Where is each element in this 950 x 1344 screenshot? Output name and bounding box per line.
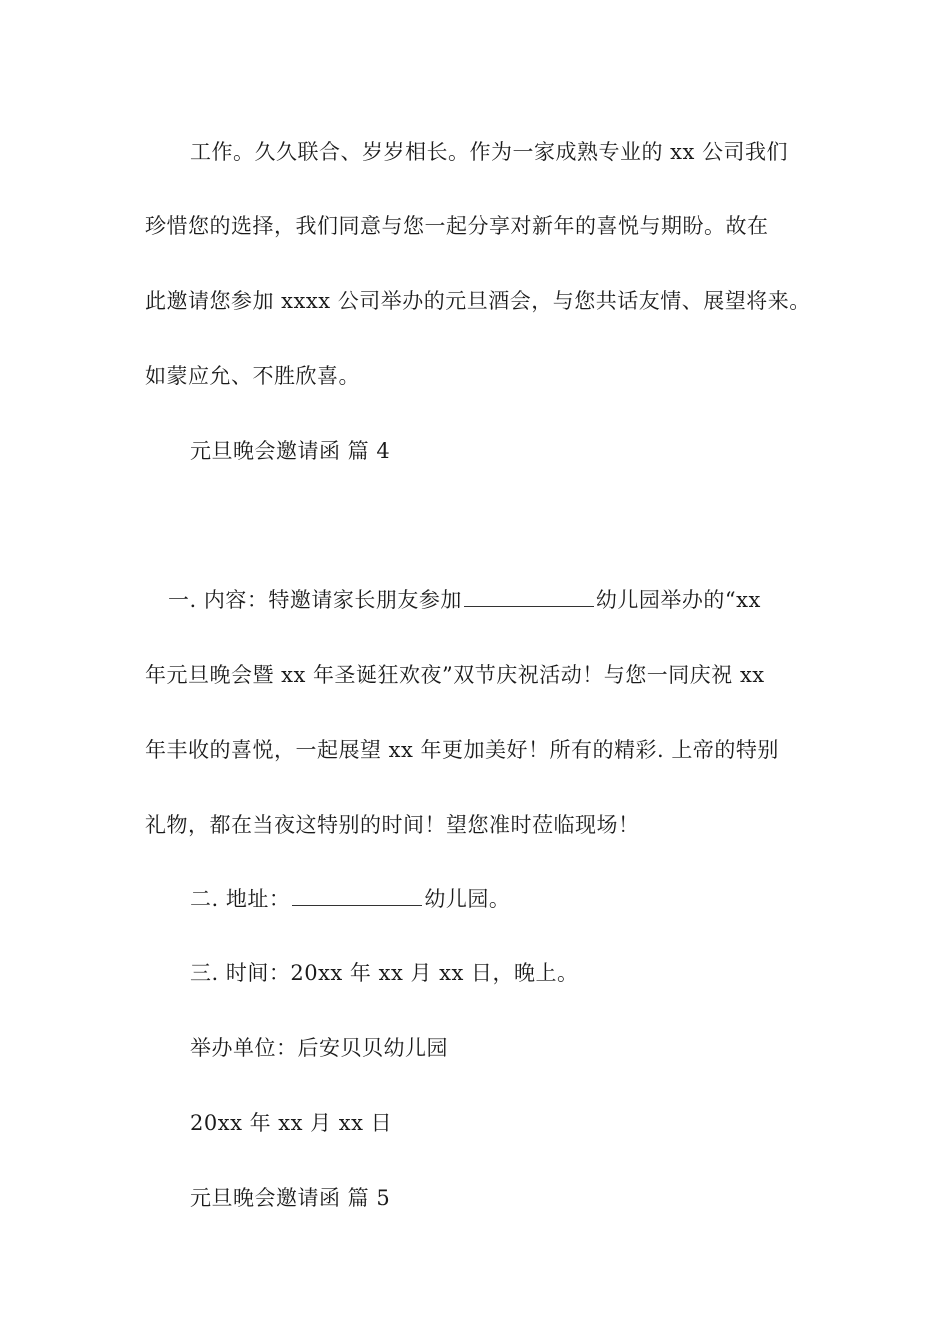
date-line: 20xx 年 xx 月 xx 日 <box>190 1111 393 1135</box>
content-label: 一. 内容：特邀请家长朋友参加 <box>168 588 462 612</box>
address-suffix: 幼儿园。 <box>424 887 511 911</box>
paragraph-2-line-2: 年元旦晚会暨 xx 年圣诞狂欢夜”双节庆祝活动！与您一同庆祝 xx <box>145 663 765 687</box>
paragraph-2-line-1 <box>168 585 761 615</box>
fill-in-blank <box>464 586 594 607</box>
paragraph-2-line-4: 礼物，都在当夜这特别的时间！望您准时莅临现场！ <box>145 813 640 837</box>
section-heading-4: 元旦晚会邀请函 篇 4 <box>190 439 391 463</box>
section-heading-5: 元旦晚会邀请函 篇 5 <box>190 1186 391 1210</box>
paragraph-1-line-1: 工作。久久联合、岁岁相长。作为一家成熟专业的 xx 公司我们 <box>190 140 789 164</box>
address-line <box>190 884 510 914</box>
content-continuation: 幼儿园举办的“xx <box>595 588 761 612</box>
time-line: 三. 时间：20xx 年 xx 月 xx 日，晚上。 <box>190 961 579 985</box>
paragraph-1-line-4: 如蒙应允、不胜欣喜。 <box>145 364 360 388</box>
paragraph-1-line-3: 此邀请您参加 xxxx 公司举办的元旦酒会，与您共话友情、展望将来。 <box>145 289 811 313</box>
paragraph-2-line-3: 年丰收的喜悦，一起展望 xx 年更加美好！所有的精彩. 上帝的特别 <box>145 738 779 762</box>
address-label: 二. 地址： <box>190 887 291 911</box>
address-blank <box>292 885 422 906</box>
paragraph-1-line-2: 珍惜您的选择，我们同意与您一起分享对新年的喜悦与期盼。故在 <box>145 214 769 238</box>
organizer-line: 举办单位：后安贝贝幼儿园 <box>190 1036 448 1060</box>
